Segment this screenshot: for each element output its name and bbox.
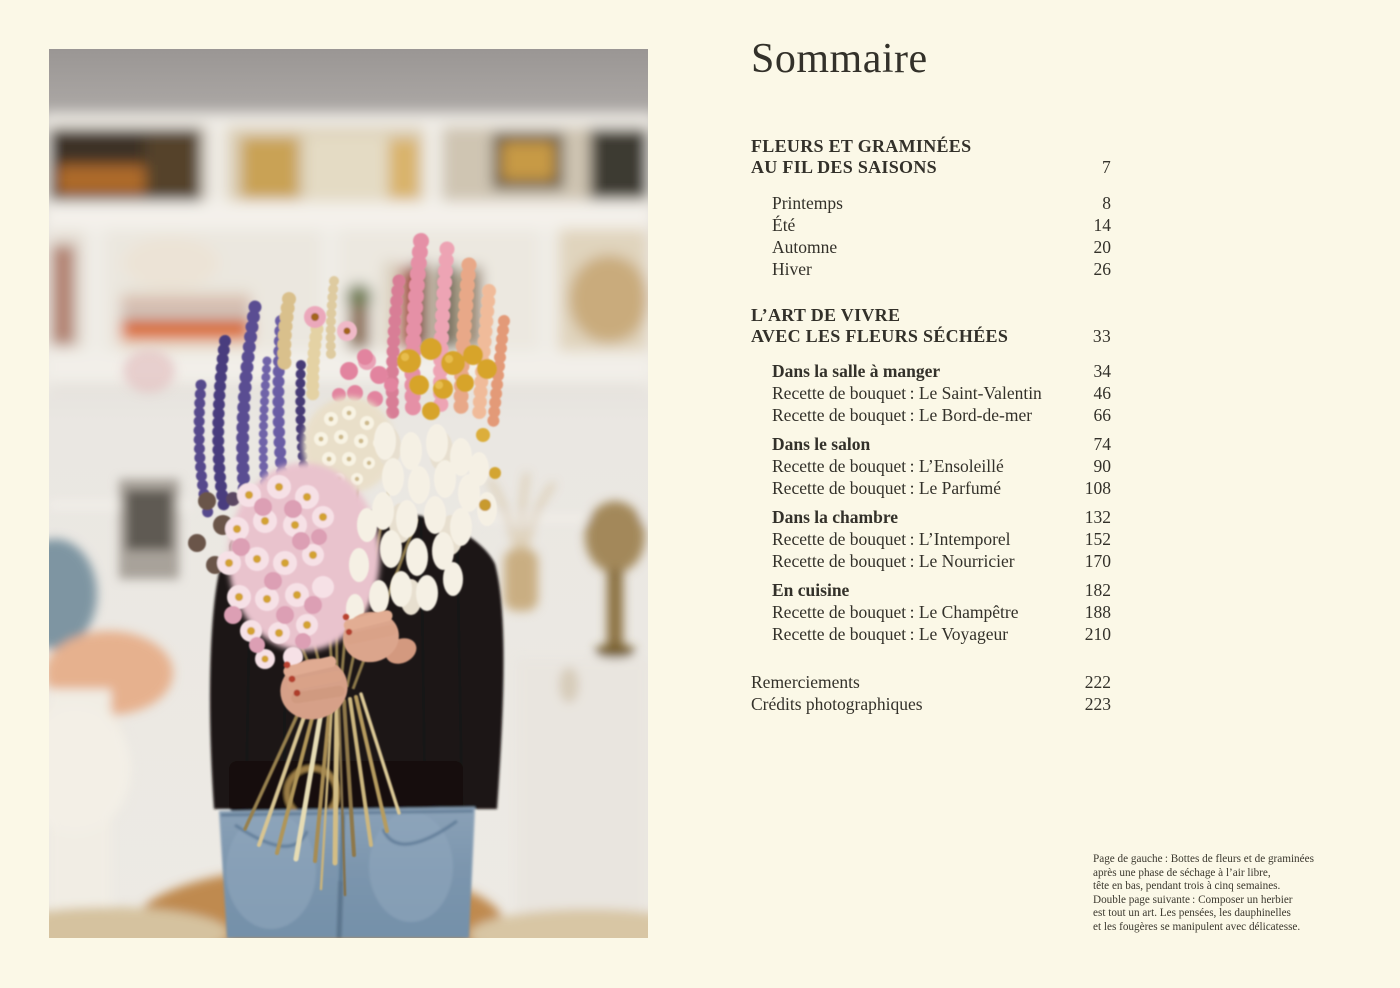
toc-section-heading [751, 305, 1111, 347]
toc-entry-label: Recette de bouquet : L’Intemporel [772, 529, 1011, 549]
toc-entry-label: Recette de bouquet : Le Voyageur [772, 624, 1009, 644]
toc-entry-page: 20 [1093, 237, 1111, 257]
toc-entry-row [751, 236, 1111, 258]
toc-entry-page: 210 [1084, 624, 1111, 644]
toc-entry-label: Recette de bouquet : L’Ensoleillé [772, 456, 1004, 476]
caption-line: Double page suivante : Composer un herbier [1093, 893, 1293, 906]
toc-entry-page: 34 [1093, 361, 1111, 381]
toc-entry-page: 170 [1084, 551, 1111, 571]
toc-entry-page: 182 [1084, 580, 1111, 600]
left-page-photo [49, 49, 648, 938]
toc-section-heading-line: L’ART DE VIVRE [751, 305, 901, 325]
toc-group [751, 579, 1111, 645]
toc-section-page: 7 [1101, 157, 1111, 177]
caption-line: après une phase de séchage à l’air libre, [1093, 866, 1271, 879]
toc-entry-row [751, 671, 1111, 693]
toc-entry-page: 152 [1084, 529, 1111, 549]
toc-section-heading-lines [751, 305, 1008, 347]
toc-season-list [751, 192, 1111, 280]
toc-entry-label: Automne [772, 237, 838, 257]
toc-entry-row [751, 693, 1111, 715]
toc-group-title-row [751, 579, 1111, 601]
table-of-contents [751, 136, 1111, 715]
caption-line: Page de gauche : Bottes de fleurs et de graminées [1093, 853, 1314, 865]
toc-entry-page: 132 [1084, 507, 1111, 527]
toc-entry-label: Remerciements [751, 672, 860, 692]
toc-group-title-row [751, 506, 1111, 528]
toc-entry-page: 108 [1084, 478, 1111, 498]
toc-footer-entries [751, 671, 1111, 715]
toc-group-title-row [751, 360, 1111, 382]
toc-group-title: Dans la salle à manger [772, 361, 941, 381]
caption-line: et les fougères se manipulent avec délicatesse. [1093, 920, 1301, 933]
toc-entry-label: Crédits photographiques [751, 694, 923, 714]
toc-entry-page: 14 [1093, 215, 1111, 235]
toc-entry-row [751, 601, 1111, 623]
toc-section-heading-line: FLEURS ET GRAMINÉES [751, 136, 972, 156]
toc-entry-page: 223 [1084, 694, 1111, 714]
toc-entry-label: Été [772, 215, 796, 235]
toc-entry-row [751, 192, 1111, 214]
toc-entry-page: 46 [1093, 383, 1111, 403]
toc-entry-row [751, 214, 1111, 236]
toc-entry-row [751, 550, 1111, 572]
toc-section-page: 33 [1092, 326, 1111, 346]
toc-entry-page: 222 [1084, 672, 1111, 692]
toc-section-heading-line: AU FIL DES SAISONS [751, 157, 937, 177]
toc-entry-row [751, 477, 1111, 499]
toc-entry-row [751, 455, 1111, 477]
toc-entry-row [751, 382, 1111, 404]
toc-entry-label: Recette de bouquet : Le Champêtre [772, 602, 1019, 622]
toc-section-heading-lines [751, 136, 971, 178]
toc-entry-row [751, 404, 1111, 426]
dried-flowers-photo-illustration [49, 49, 648, 938]
toc-group-title: Dans le salon [772, 434, 871, 454]
toc-entry-label: Recette de bouquet : Le Nourricier [772, 551, 1015, 571]
toc-section-heading-line: AVEC LES FLEURS SÉCHÉES [751, 326, 1009, 346]
toc-entry-label: Recette de bouquet : Le Bord-de-mer [772, 405, 1033, 425]
toc-entry-label: Hiver [772, 259, 812, 279]
sommaire-page [751, 36, 1111, 715]
toc-entry-page: 8 [1102, 193, 1111, 213]
toc-group [751, 433, 1111, 499]
toc-entry-page: 66 [1093, 405, 1111, 425]
toc-entry-page: 26 [1093, 259, 1111, 279]
toc-entry-label: Recette de bouquet : Le Saint-Valentin [772, 383, 1042, 403]
toc-entry-row [751, 623, 1111, 645]
photo-caption [1093, 853, 1355, 934]
toc-entry-page: 90 [1093, 456, 1111, 476]
caption-line: est tout un art. Les pensées, les dauphinelles [1093, 907, 1291, 919]
toc-entry-page: 188 [1084, 602, 1111, 622]
toc-group-title-row [751, 433, 1111, 455]
toc-group [751, 360, 1111, 426]
toc-entry-label: Printemps [772, 193, 843, 213]
toc-group [751, 506, 1111, 572]
toc-entry-row [751, 258, 1111, 280]
caption-line: tête en bas, pendant trois à cinq semaines. [1093, 880, 1281, 892]
toc-entry-label: Recette de bouquet : Le Parfumé [772, 478, 1001, 498]
page-title: Sommaire [751, 36, 928, 82]
toc-entry-page: 74 [1093, 434, 1111, 454]
toc-group-title: En cuisine [772, 580, 850, 600]
toc-group-title: Dans la chambre [772, 507, 899, 527]
toc-section-heading [751, 136, 1111, 178]
toc-entry-row [751, 528, 1111, 550]
